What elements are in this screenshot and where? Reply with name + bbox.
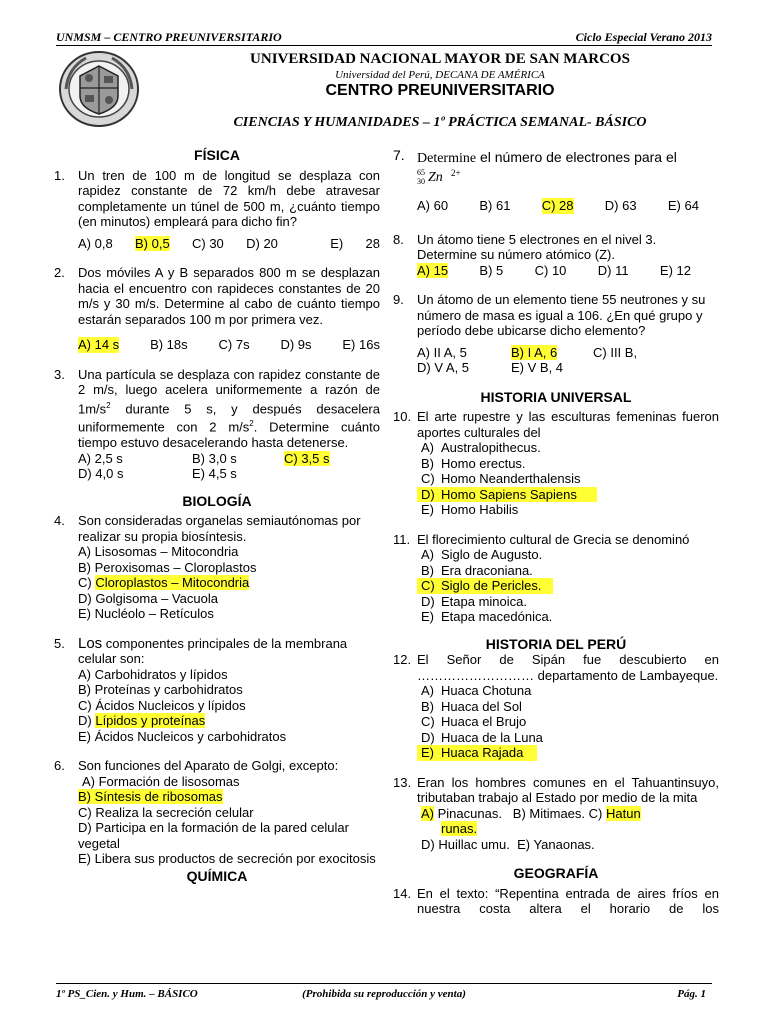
header-right: Ciclo Especial Verano 2013	[575, 30, 712, 44]
question-4: 4. Son consideradas organelas semiautónomas por realizar su propia biosíntesis. A) Lisosomas – Mitocondria B) Peroxisomas – Cloroplastos C) Cloroplastos – Mitocondria D) Golgisoma – Vacuola E) Nucléolo – Retículos	[54, 513, 380, 622]
practice-title: CIENCIAS Y HUMANIDADES – 1º PRÁCTICA SEMANAL- BÁSICO	[233, 115, 647, 130]
question-9-options-row2: D) V A, 5 E) V B, 4	[417, 360, 564, 375]
question-7-options: A) 60 B) 61 C) 28 D) 63 E) 64	[417, 198, 699, 213]
center-title: CENTRO PREUNIVERSITARIO	[325, 82, 555, 99]
question-3-text: Una partícula se desplaza con rapidez constante de 2 m/s, luego acelera uniformemente a razón de $1m/s^2$ durante 5 s, y después desacelera uniformemente con 2 $m/s^2$. Determine cuánto tiempo estuvo desacelerando hasta detenerse.	[78, 366, 380, 451]
question-8-options: A) 15 B) 5 C) 10 D) 11 E) 12	[417, 262, 691, 278]
question-1-text: Un tren de 100 m de longitud se desplaza con rapidez constante de 72 km/h debe atravesar completamente un túnel de 500 m, ¿cuánto tiempo (en minutos) empleará para dicho fin?	[78, 167, 380, 229]
left-column	[54, 148, 380, 888]
question-1: 1. Un tren de 100 m de longitud se desplaza con rapidez constante de 72 km/h debe atravesar completamente un túnel de 500 m, ¿cuánto tiempo (en minutos) empleará para dicho fin? A) 0,8 B) 0,5 C) 30 D) 20 E) 28	[54, 167, 380, 251]
question-4-text: Son consideradas organelas semiautónomas por realizar su propia biosíntesis.	[78, 513, 361, 544]
section-quimica: QUÍMICA	[186, 867, 248, 884]
section-biologia: BIOLOGÍA	[182, 492, 252, 509]
question-11: 11. El florecimiento cultural de Grecia se denominó A) Siglo de Augusto. B) Era draconiana. C) Siglo de Pericles. D) Etapa minoica. E) Etapa macedónica.	[393, 532, 719, 625]
section-historia-peru: HISTORIA DEL PERÚ	[485, 635, 627, 652]
question-11-text: El florecimiento cultural de Grecia se denominó	[417, 531, 690, 547]
answer-highlight: Lípidos y proteínas	[95, 713, 206, 729]
section-historia-universal: HISTORIA UNIVERSAL	[480, 388, 632, 405]
answer-highlight: B) I A, 6	[511, 344, 558, 360]
question-8-text: Un átomo tiene 5 electrones en el nivel 3. Determine su número atómico (Z).	[417, 231, 657, 262]
question-12-text: El Señor de Sipán fue descubierto en ……………………… departamento de Lambayeque.	[417, 652, 719, 683]
answer-highlight: B) 0,5	[135, 235, 170, 251]
answer-highlight: Huaca Rajada	[441, 745, 524, 760]
footer-center: (Prohibida su reproducción y venta)	[302, 988, 466, 1000]
question-5: 5. Los componentes principales de la membrana celular son: A) Carbohidratos y lípidos B) Proteínas y carbohidratos C) Ácidos Nucleicos y lípidos D) Lípidos y proteínas E) Ácidos Nucleicos y carbohidratos	[54, 636, 380, 745]
question-5-text: Los componentes principales de la membrana celular son:	[78, 634, 348, 667]
question-13-options-row1: A) Pinacunas. B) Mitimaes. C) Hatun	[421, 805, 641, 821]
page-number: Pág. 1	[677, 988, 706, 1000]
question-10-text: El arte rupestre y las esculturas femeninas fueron aportes culturales del	[417, 409, 719, 440]
question-13-text: Eran los hombres comunes en el Tahuantinsuyo, tributaban trabajo al Estado por medio de la mita	[417, 774, 719, 805]
question-12: 12. El Señor de Sipán fue descubierto en ……………………… departamento de Lambayeque. A) Huaca Chotuna B) Huaca del Sol C) Huaca el Brujo D) Huaca de la Luna E) Huaca Rajada	[393, 652, 719, 760]
question-13-options-row2: D) Huillac umu. E) Yanaonas.	[421, 836, 595, 852]
answer-highlight: A) 14 s	[78, 337, 120, 352]
question-13: 13. Eran los hombres comunes en el Tahuantinsuyo, tributaban trabajo al Estado por medio de la mita A) Pinacunas. B) Mitimaes. C) Hatun runas. D) Huillac umu. E) Yanaonas.	[393, 774, 719, 852]
question-9: 9. Un átomo de un elemento tiene 55 neutrones y su número de masa es igual a 106. ¿En qué grupo y período debe ubicarse dicho elemento? A) II A, 5 B) I A, 6 C) III B, D) V A, 5 E) V B, 4	[393, 292, 719, 376]
question-6-text: Son funciones del Aparato de Golgi, excepto:	[78, 758, 339, 774]
university-seal-icon	[58, 50, 140, 128]
university-subtitle: Universidad del Perú, DECANA DE AMÉRICA	[335, 69, 545, 81]
university-name: UNIVERSIDAD NACIONAL MAYOR DE SAN MARCOS	[250, 51, 630, 67]
header-divider	[56, 45, 712, 46]
question-9-text: Un átomo de un elemento tiene 55 neutrones y su número de masa es igual a 106. ¿En qué grupo y período debe ubicarse dicho elemento?	[417, 292, 706, 338]
right-column	[393, 148, 719, 931]
answer-highlight: Homo Sapiens Sapiens	[441, 486, 577, 502]
question-3-options-row2: D) 4,0 s E) 4,5 s	[78, 466, 237, 482]
answer-highlight: Hatun	[606, 805, 641, 821]
section-fisica: FÍSICA	[194, 147, 240, 163]
question-2: 2. Dos móviles A y B separados 800 m se desplazan hacia el encuentro con rapideces constantes de 20 m/s y 30 m/s. Determine al cabo de cuánto tiempo estarán separados 100 m por primera vez. A) 14 s B) 18s C) 7s D) 9s E) 16s	[54, 265, 380, 352]
question-2-text: Dos móviles A y B separados 800 m se desplazan hacia el encuentro con rapideces constantes de 20 m/s y 30 m/s. Determine al cabo de cuánto tiempo estarán separados 100 m por primera vez.	[78, 265, 380, 327]
answer-highlight: C) 28	[541, 198, 574, 213]
answer-highlight: B) Síntesis de ribosomas	[78, 789, 223, 805]
question-7-text: Determine el número de electrones para el	[417, 149, 677, 166]
question-9-options-row1: A) II A, 5 B) I A, 6 C) III B,	[417, 344, 638, 360]
question-2-options: A) 14 s B) 18s C) 7s D) 9s E) 16s	[78, 337, 380, 352]
section-geografia: GEOGRAFÍA	[513, 865, 599, 881]
question-1-options: A) 0,8 B) 0,5 C) 30 D) 20 E) 28	[78, 235, 380, 251]
question-6: 6. Son funciones del Aparato de Golgi, excepto: A) Formación de lisosomas B) Síntesis de ribosomas C) Realiza la secreción celular D) Participa en la formación de la pared celular vegetal E) Libera sus productos de secreción por exocitosis	[54, 758, 380, 867]
isotope-notation: 65 30 Zn 2+	[417, 168, 461, 186]
answer-highlight: A) 15	[417, 262, 449, 278]
answer-highlight: C) 3,5 s	[284, 450, 330, 466]
question-14-text: En el texto: “Repentina entrada de aires fríos en nuestra costa altera el horario de los	[417, 885, 719, 916]
footer-divider	[56, 983, 712, 984]
header-left: UNMSM – CENTRO PREUNIVERSITARIO	[56, 30, 282, 44]
question-10: 10. El arte rupestre y las esculturas femeninas fueron aportes culturales del A) Australopithecus. B) Homo erectus. C) Homo Neanderthalensis D) Homo Sapiens Sapiens E) Homo Habilis	[393, 409, 719, 517]
answer-highlight: Siglo de Pericles.	[441, 578, 542, 593]
answer-highlight: Cloroplastos – Mitocondria	[95, 575, 250, 591]
question-8: 8. Un átomo tiene 5 electrones en el nivel 3. Determine su número atómico (Z). A) 15 B) 5 C) 10 D) 11 E) 12	[393, 232, 719, 279]
question-3-options-row1: A) 2,5 s B) 3,0 s C) 3,5 s	[78, 450, 330, 466]
footer-left: 1º PS_Cien. y Hum. – BÁSICO	[56, 988, 198, 1000]
question-3: 3. Una partícula se desplaza con rapidez constante de 2 m/s, luego acelera uniformemente a razón de $1m/s^2$ durante 5 s, y después desacelera uniformemente con 2 $m/s^2$. Determine cuánto tiempo estuvo desacelerando hasta detenerse. A) 2,5 s B) 3,0 s C) 3,5 s D) 4,0 s E) 4,5 s	[54, 366, 380, 482]
question-7: 7. Determine el número de electrones para el 65 30 Zn 2+ A) 60 B) 61 C) 28 D) 63 E) 64	[393, 148, 719, 214]
question-14: 14. En el texto: “Repentina entrada de aires fríos en nuestra costa altera el horario de los	[393, 885, 719, 916]
